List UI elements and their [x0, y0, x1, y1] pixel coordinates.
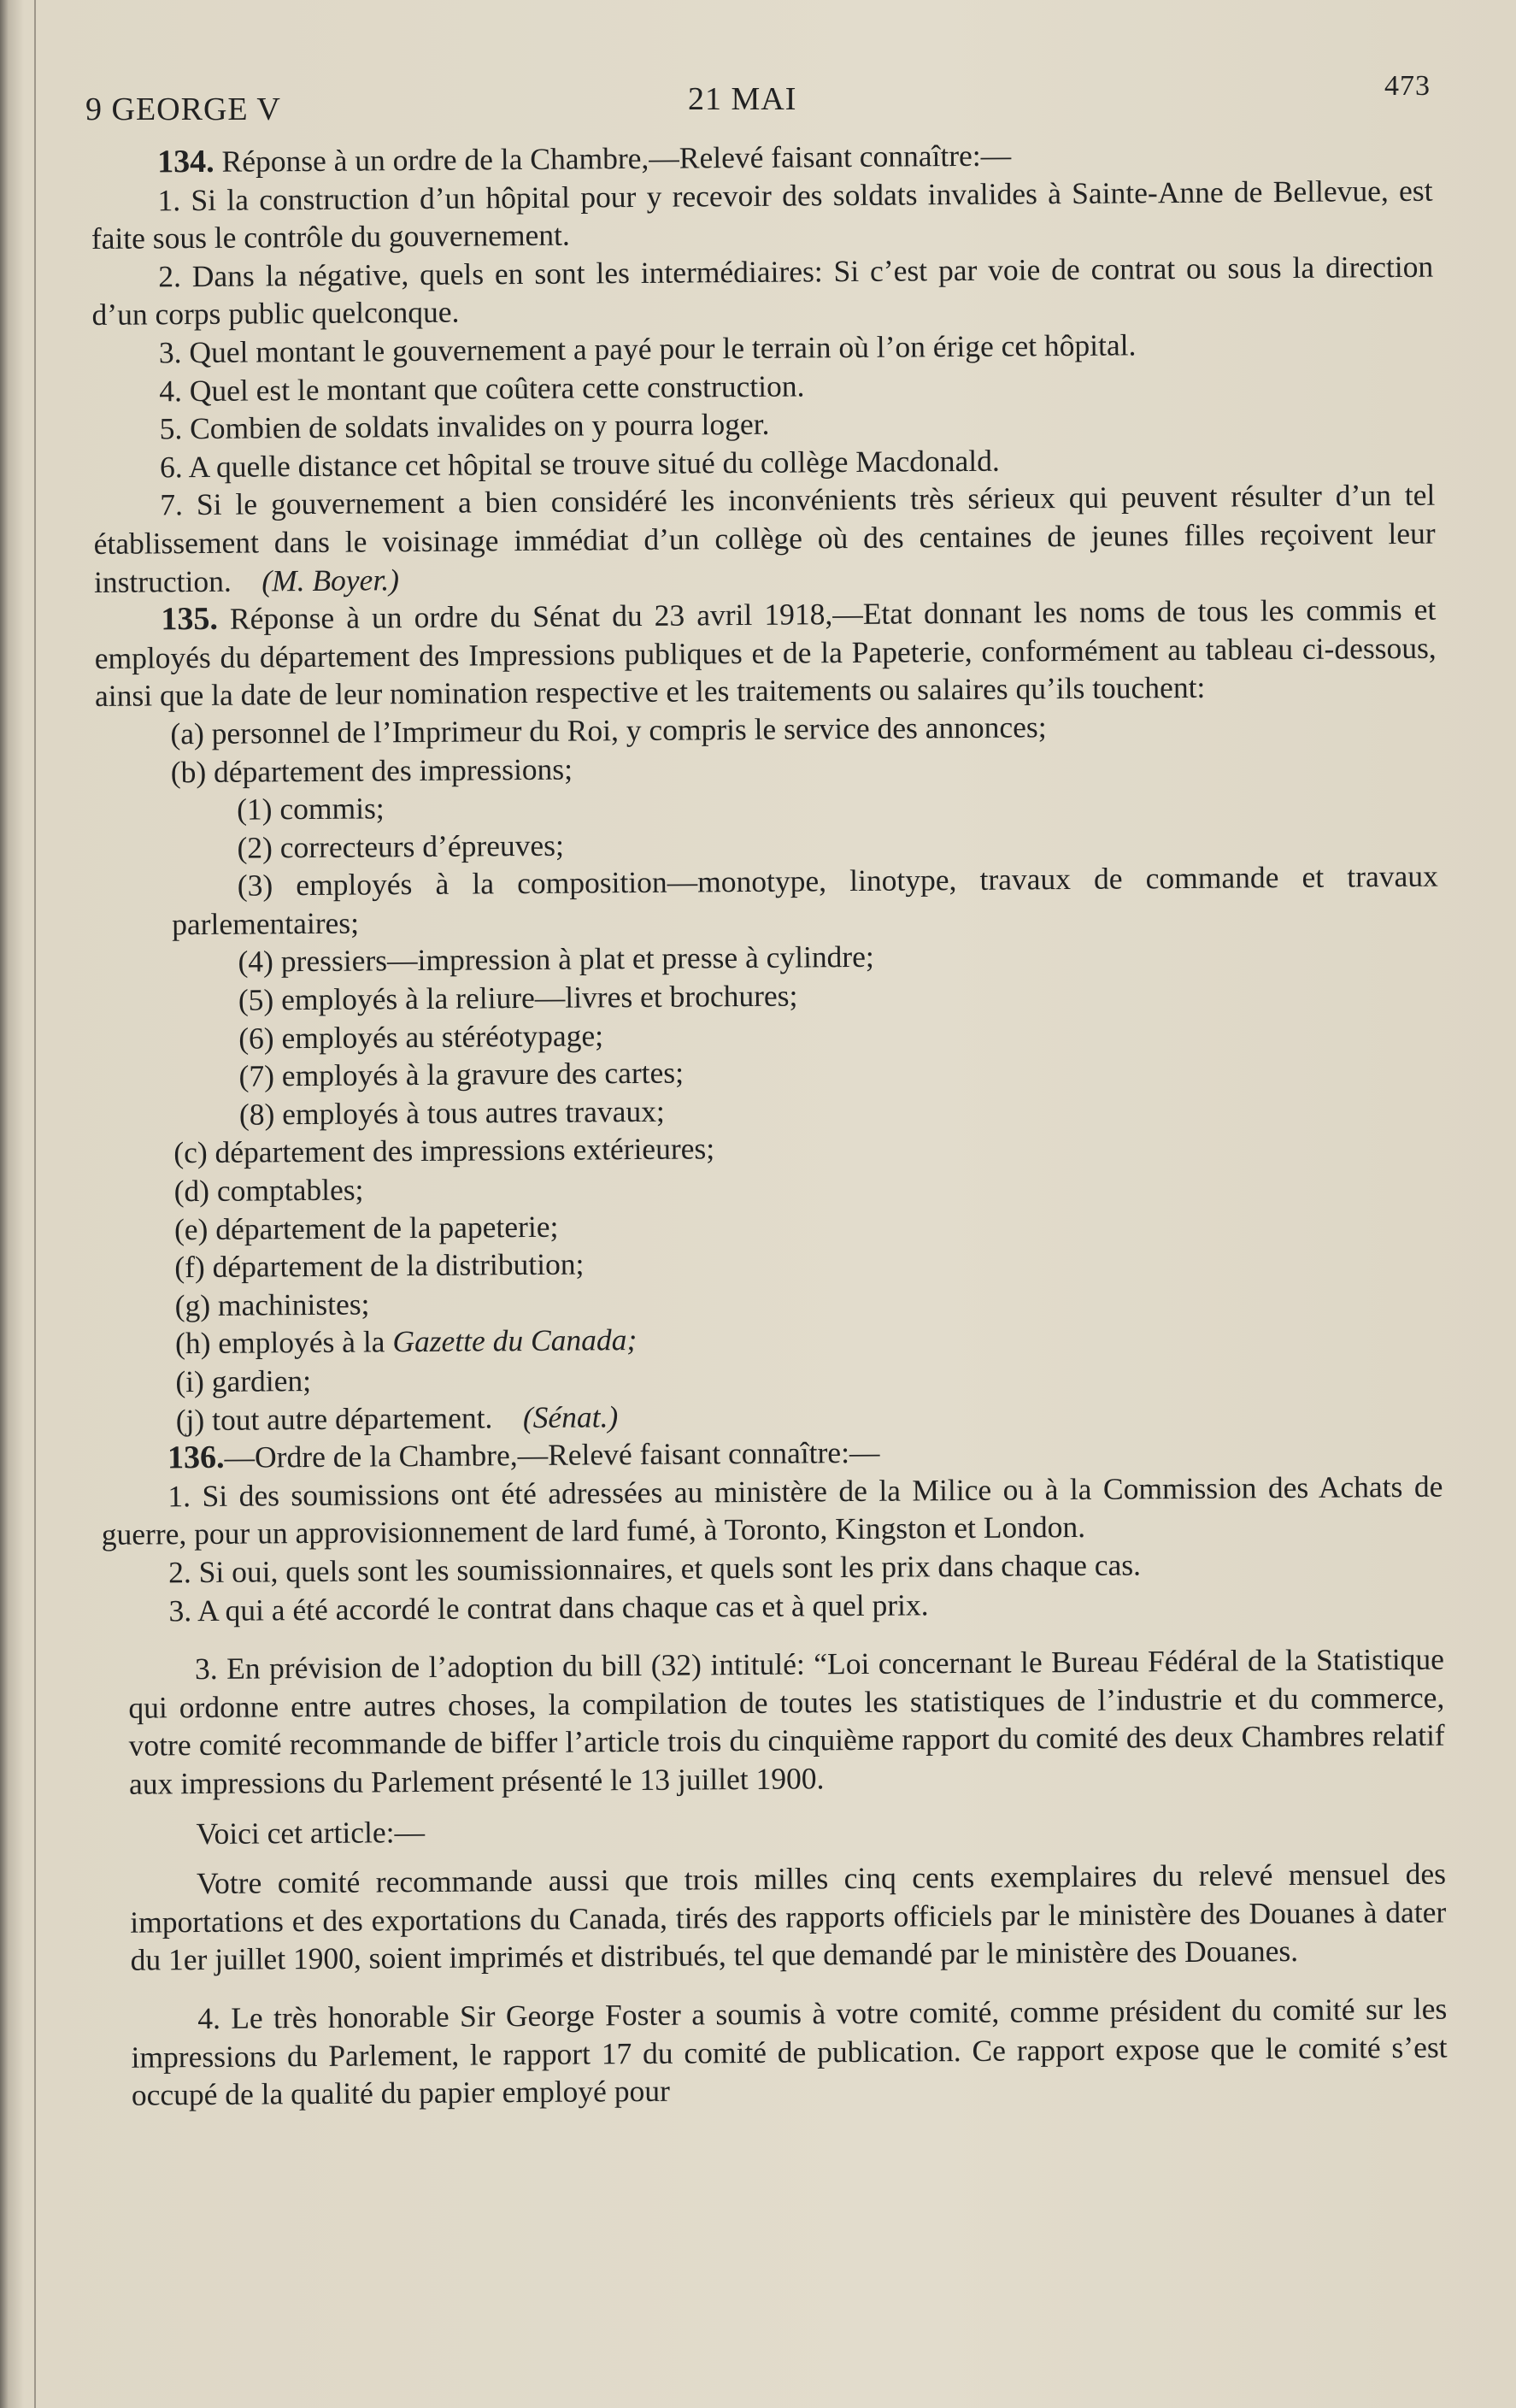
- entry-135: [94, 591, 1443, 1440]
- entry-134-item-5: 5. Combien de soldats invalides on y pourra loger.: [159, 406, 770, 446]
- entry-135-a: (a) personnel de l’Imprimeur du Roi, y compris le service des annonces;: [170, 709, 1047, 751]
- entry-135-c: (c) département des impressions extérieures;: [173, 1131, 715, 1170]
- entry-135-b-6: (6) employés au stéréotypage;: [238, 1017, 604, 1056]
- entry-135-b-1: (1) commis;: [236, 791, 385, 827]
- entry-134-item-6: 6. A quelle distance cet hôpital se trouve situé du collège Macdonald.: [159, 443, 1000, 485]
- entry-135-f: (f) département de la distribution;: [174, 1246, 585, 1285]
- entry-number: 134.: [157, 143, 214, 180]
- entry-134-author: (M. Boyer.): [261, 562, 400, 598]
- entry-intro: Réponse à un ordre de la Chambre,—Relevé faisant connaître:—: [214, 138, 1012, 179]
- entry-136-item-3: 3. A qui a été accordé le contrat dans chaque cas et à quel prix.: [168, 1587, 929, 1628]
- entry-135-b-8: (8) employés à tous autres travaux;: [238, 1093, 665, 1132]
- entry-135-b-2: (2) correcteurs d’épreuves;: [237, 827, 565, 865]
- entry-135-b-4: (4) pressiers—impression à plat et presse à cylindre;: [238, 939, 874, 980]
- entry-136-item-2: 2. Si oui, quels sont les soumissionnaires, et quels sont les prix dans chaque cas.: [167, 1547, 1142, 1590]
- entry-135-j-text: (j) tout autre département.: [175, 1399, 493, 1437]
- entry-134-item-7-text: 7. Si le gouvernement a bien considéré les inconvénients très sérieux qui peuvent résulter d’un tel établissement dans le voisinage immédiat d’un collège où des centaines de jeunes filles reçoivent leur instruction.: [93, 478, 1436, 599]
- entry-135-heading: [94, 591, 1437, 715]
- entry-135-author: (Sénat.): [522, 1398, 619, 1434]
- report-quote: Votre comité recommande aussi que trois milles cinq cents exemplaires du relevé mensuel des importations et des exportations du Canada, tirés des rapports officiels par le ministère des Douanes à dater du 1er juillet 1900, soient imprimés et distribués, tel que demandé par le ministère des Douanes.: [130, 1856, 1447, 1978]
- entry-134-item-7: [93, 476, 1436, 601]
- committee-report: [128, 1640, 1448, 2115]
- report-paragraph-3: 3. En prévision de l’adoption du bill (32) intitulé: “Loi concernant le Bureau Fédéral de la Statistique qui ordonne entre autres choses, la compilation de toutes les statistiques de l’industrie et du commerce, votre comité recommande de biffer l’article trois du cinquième rapport du comité des deux Chambres relatif aux impressions du Parlement présenté le 13 juillet 1900.: [128, 1641, 1445, 1801]
- entry-134: [91, 133, 1436, 601]
- entry-135-h-text: (h) employés à la: [174, 1324, 393, 1361]
- page-body: [91, 133, 1448, 2115]
- entry-intro: —Ordre de la Chambre,—Relevé faisant connaître:—: [224, 1434, 880, 1475]
- entry-136: [101, 1429, 1444, 1630]
- entry-134-item-1: 1. Si la construction d’un hôpital pour y recevoir des soldats invalides à Sainte-Anne de Bellevue, est faite sous le contrôle du gouvernement.: [91, 173, 1433, 256]
- binding-gutter: [34, 0, 36, 2408]
- running-header: [85, 70, 1431, 127]
- entry-136-item-1: 1. Si des soumissions ont été adressées au ministère de la Milice ou à la Commission des Achats de guerre, pour un approvisionnement de lard fumé, à Toronto, Kingston et London.: [101, 1469, 1443, 1552]
- entry-text: Réponse à un ordre du Sénat du 23 avril 1918,—Etat donnant les noms de tous les commis et employés du département des Impressions publiques et de la Papeterie, conformément au tableau ci-dessous, ainsi que la date de leur nomination respective et les traitements ou salaires qu’ils touchent:: [94, 592, 1437, 714]
- entry-135-h-italic: Gazette du Canada;: [392, 1322, 638, 1359]
- entry-number: 136.: [167, 1440, 225, 1476]
- header-date: 21 MAI: [688, 81, 797, 117]
- entry-134-item-2: 2. Dans la négative, quels en sont les intermédiaires: Si c’est par voie de contrat ou sous la direction d’un corps public quelconque.: [91, 249, 1434, 333]
- entry-number: 135.: [161, 600, 219, 638]
- entry-135-b: (b) département des impressions;: [170, 751, 573, 789]
- entry-135-i: (i) gardien;: [175, 1363, 312, 1399]
- entry-135-b-3: (3) employés à la composition—monotype, linotype, travaux de commande et travaux parlementaires;: [172, 858, 1438, 942]
- page-number: 473: [1384, 70, 1431, 102]
- entry-135-d: (d) comptables;: [173, 1172, 364, 1209]
- header-regnal-year: 9 GEORGE V: [85, 91, 281, 127]
- entry-135-b-7: (7) employés à la gravure des cartes;: [238, 1055, 685, 1093]
- entry-134-item-4: 4. Quel est le montant que coûtera cette construction.: [159, 368, 805, 408]
- report-paragraph-4: 4. Le très honorable Sir George Foster a soumis à votre comité, comme président du comité sur les impressions du Parlement, le rapport 17 du comité de publication. Ce rapport expose que le comité s’est occupé de la qualité du papier employé pour: [131, 1991, 1448, 2112]
- entry-134-item-3: 3. Quel montant le gouvernement a payé pour le terrain où l’on érige cet hôpital.: [158, 327, 1137, 370]
- entry-135-e: (e) département de la papeterie;: [173, 1209, 559, 1246]
- entry-135-g: (g) machinistes;: [174, 1286, 370, 1323]
- entry-135-b-5: (5) employés à la reliure—livres et brochures;: [238, 978, 798, 1017]
- report-voici: Voici cet article:—: [196, 1814, 426, 1851]
